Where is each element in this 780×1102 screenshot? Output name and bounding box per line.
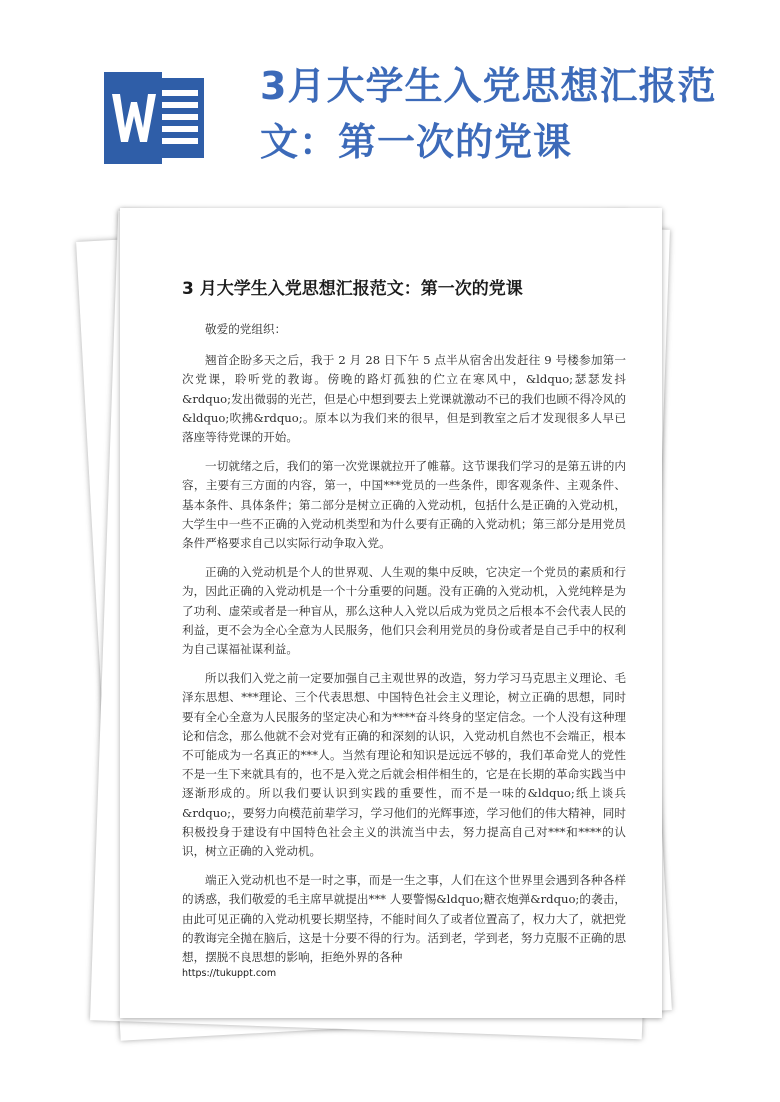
document-body [182,320,626,977]
document-title: 3 月大学生入党思想汇报范文：第一次的党课 [182,279,523,299]
header-title: 3月大学生入党思想汇报范文：第一次的党课 [260,64,717,164]
salutation: 敬爱的党组织： [205,322,287,336]
paragraph-5: 端正入党动机也不是一时之事，而是一生之事，人们在这个世界里会遇到各种各样的诱惑，我们敬爱的毛主席早就提出*** 人要警惕&ldquo;糖衣炮弹&rdquo;的袭击，由此可见正确的入党动机要长期坚持，不能时间久了或者位置高了，权力大了，就把党的教诲完全抛在脑后，这是十分要不得的行为。活到老，学到老，努力克服不正确的思想，摆脱不良思想的影响，拒绝外界的各种 [182,873,626,965]
paragraph-3: 正确的入党动机是个人的世界观、人生观的集中反映，它决定一个党员的素质和行为，因此正确的入党动机是一个十分重要的问题。没有正确的入党动机，入党纯粹是为了功利、虚荣或者是一种盲从，那么这种人入党以后成为党员之后根本不会代表人民的利益，更不会为全心全意为人民服务，他们只会利用党员的身份或者是自己手中的权利为自己谋福祉谋利益。 [182,565,626,657]
paragraph-4: 所以我们入党之前一定要加强自己主观世界的改造，努力学习马克思主义理论、毛泽东思想、***理论、三个代表思想、中国特色社会主义理论，树立正确的思想，同时要有全心全意为人民服务的坚定决心和为****奋斗终身的坚定信念。一个人没有这种理论和信念，那么他就不会对党有正确的和深刻的认识，入党动机自然也不会端正，根本不可能成为一名真正的***人。当然有理论和知识是远远不够的，我们革命党人的党性不是一生下来就具有的，也不是入党之后就会相伴相生的，它是在长期的革命实践当中逐渐形成的。所以我们要认识到实践的重要性，而不是一味的&ldquo;纸上谈兵&rdquo;，要努力向模范前辈学习，学习他们的光辉事迹，学习他们的伟大精神，同时积极投身于建设有中国特色社会主义的洪流当中去，努力提高自己对***和****的认识，树立正确的入党动机。 [182,671,626,859]
paragraph-2: 一切就绪之后，我们的第一次党课就拉开了帷幕。这节课我们学习的是第五讲的内容，主要有三方面的内容，第一，中国***党员的一些条件，即客观条件、主观条件、基本条件、具体条件；第二部分是树立正确的入党动机，包括什么是正确的入党动机，大学生中一些不正确的入党动机类型和为什么要有正确的入党动机；第三部分是用党员条件严格要求自己以实际行动争取入党。 [182,459,626,551]
footer-link[interactable]: https://tukuppt.com [182,968,277,979]
document-page [120,208,662,1018]
paragraph-1: 翘首企盼多天之后，我于 2 月 28 日下午 5 点半从宿舍出发赶往 9 号楼参加第一次党课，聆听党的教诲。傍晚的路灯孤独的伫立在寒风中，&ldquo;瑟瑟发抖&rdquo;发出微弱的光芒，但是心中想到要去上党课就激动不已的我们也顾不得冷风的&ldquo;吹拂&rdquo;。原本以为我们来的很早，但是到教室之后才发现很多人早已落座等待党课的开始。 [182,353,626,445]
